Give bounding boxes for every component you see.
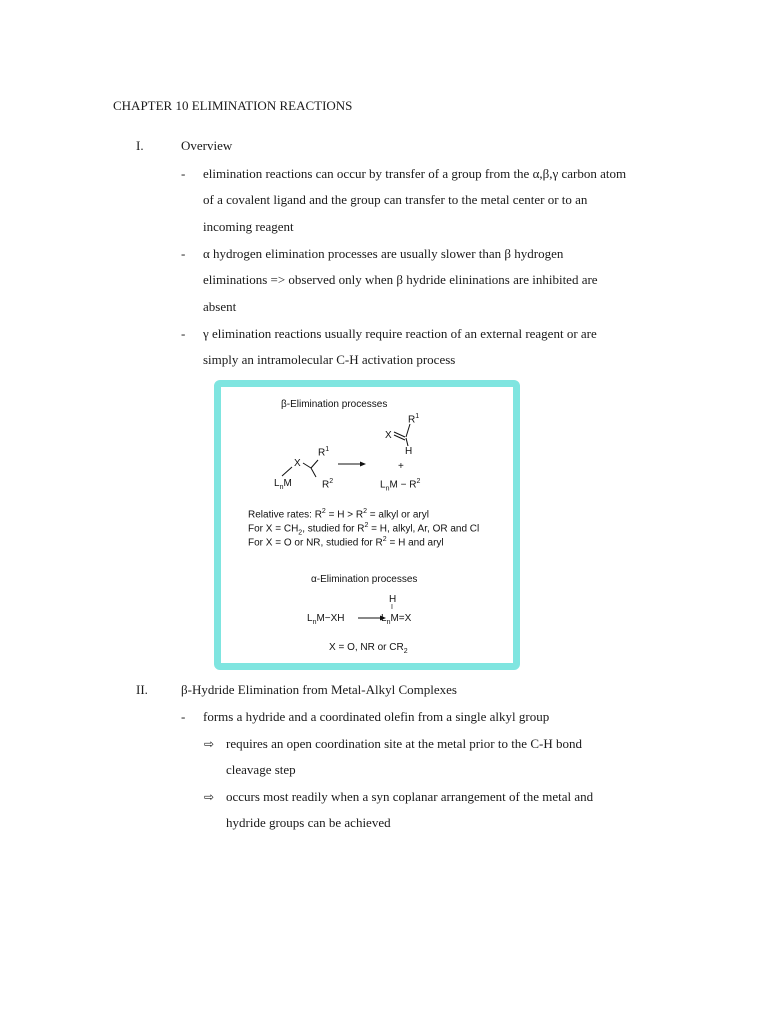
product-x-label: X (385, 430, 392, 441)
bullet-marker: - (181, 246, 186, 261)
bullet-line: eliminations => observed only when β hydride elininations are inhibited are (203, 272, 598, 287)
bullet-line: absent (203, 299, 237, 314)
bond-line (311, 468, 316, 477)
bullet-line: elimination reactions can occur by transfer of a group from the α,β,γ carbon atom (203, 166, 627, 181)
bond-line (311, 460, 318, 468)
alpha-h-label: H (389, 594, 397, 605)
alpha-elimination-title: α-Elimination processes (311, 574, 418, 585)
section-heading: Overview (181, 138, 233, 153)
product-r1-label: $R^1$ (408, 413, 420, 426)
reactant-x-label: X (294, 458, 301, 469)
bullet-line: γ elimination reactions usually require reaction of an external reagent or are (203, 326, 597, 341)
sub-bullet-line: occurs most readily when a syn coplanar arrangement of the metal and (226, 789, 594, 804)
beta-elimination-title: β-Elimination processes (281, 399, 388, 410)
reaction-arrowhead (360, 462, 366, 467)
arrow-bullet-icon: ⇨ (204, 790, 215, 804)
product-h-label: H (405, 446, 413, 457)
plus-sign: + (398, 461, 404, 472)
product-metal-label: $L_nM - R^2$ (380, 478, 421, 493)
section-numeral: II. (136, 682, 148, 697)
section-numeral: I. (136, 138, 144, 153)
sub-bullet-line: cleavage step (226, 762, 296, 777)
bullet-marker: - (181, 709, 186, 724)
bullet-marker: - (181, 166, 186, 181)
bullet-line: α hydrogen elimination processes are usually slower than β hydrogen (203, 246, 564, 261)
bullet-line: of a covalent ligand and the group can transfer to the metal center or to an (203, 192, 588, 207)
reactant-metal-label: $L_nM$ (274, 478, 292, 491)
o-nr-studied-line: For X = O or NR, studied for $R^2 = H$ and aryl (248, 536, 444, 549)
section-heading: β-Hydride Elimination from Metal-Alkyl Complexes (181, 682, 457, 697)
x-definition-line: X = O, NR or $CR_2$ (329, 642, 408, 655)
sub-bullet-line: requires an open coordination site at the metal prior to the C-H bond (226, 736, 582, 751)
bullet-line: simply an intramolecular C-H activation process (203, 352, 456, 367)
arrow-bullet-icon: ⇨ (204, 737, 215, 751)
reactant-r1-label: $R^1$ (318, 446, 330, 459)
alpha-bond-bar: I (391, 604, 393, 611)
chapter-title: CHAPTER 10 ELIMINATION REACTIONS (113, 98, 353, 113)
alpha-product-label: $L_nM=X$ (381, 613, 412, 626)
bond-line (303, 463, 311, 468)
bullet-marker: - (181, 326, 186, 341)
alpha-reactant-label: $L_nM-XH$ (307, 613, 345, 626)
sub-bullet-line: hydride groups can be achieved (226, 815, 391, 830)
bullet-line: incoming reagent (203, 219, 294, 234)
bond-line (406, 438, 408, 446)
bullet-line: forms a hydride and a coordinated olefin from a single alkyl group (203, 709, 550, 724)
relative-rates-line: Relative rates: $R^2 = H > R^2$ = alkyl or aryl (248, 508, 429, 521)
bond-line (282, 467, 292, 476)
bond-line (406, 424, 410, 437)
reactant-r2-label: $R^2$ (322, 478, 334, 491)
ch2-studied-line: For $X = CH_2$, studied for $R^2 = H$, alkyl, Ar, OR and Cl (248, 522, 480, 537)
